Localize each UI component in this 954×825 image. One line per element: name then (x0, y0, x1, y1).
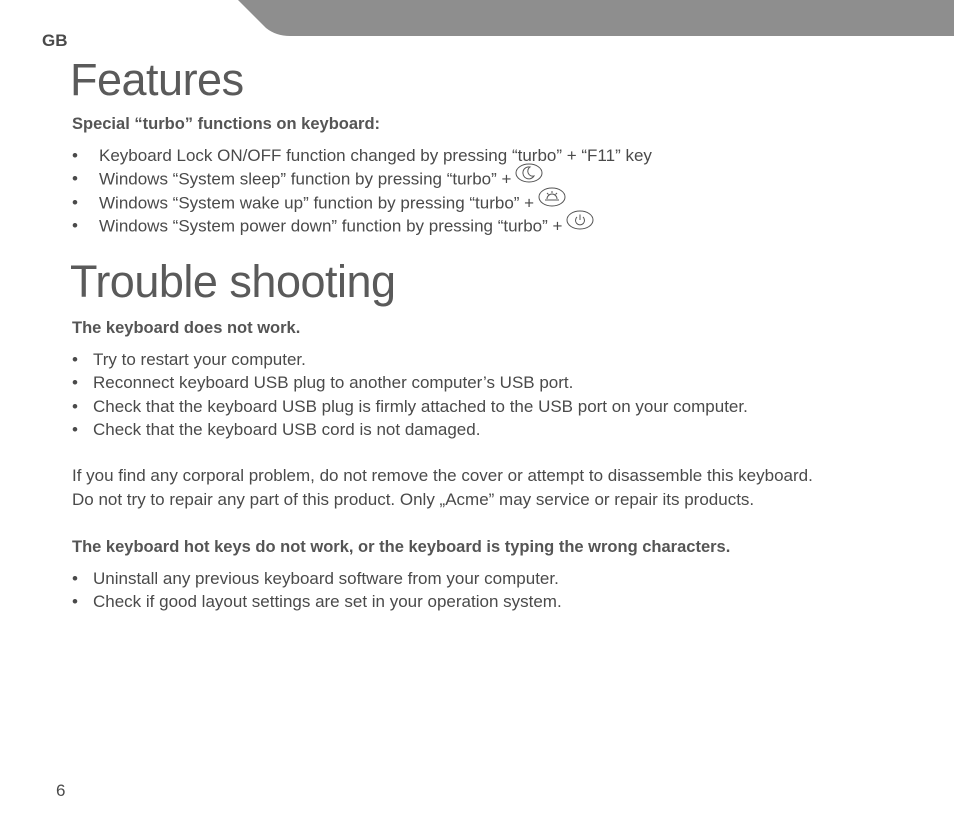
sun-icon (538, 187, 566, 213)
bullet: • (72, 373, 78, 393)
features-title: Features (70, 54, 244, 105)
bullet: • (72, 396, 78, 416)
list-item-text: Reconnect keyboard USB plug to another computer’s USB port. (93, 373, 574, 393)
page-number: 6 (56, 781, 66, 800)
bullet: • (72, 419, 78, 439)
list-item-text: Check if good layout settings are set in your operation system. (93, 592, 562, 612)
bullet: • (72, 350, 78, 369)
list-item-text: Check that the keyboard USB cord is not damaged. (93, 419, 481, 439)
paragraph-line: If you find any corporal problem, do not remove the cover or attempt to disassemble this keyboard. (72, 466, 813, 485)
bullet: • (72, 569, 78, 588)
bullet: • (72, 592, 78, 612)
feature-text: Windows “System power down” function by pressing “turbo” + (99, 216, 563, 236)
warning-paragraph (72, 464, 813, 511)
power-icon (566, 210, 594, 236)
paragraph-line: Do not try to repair any part of this product. Only „Acme” may service or repair its products. (72, 489, 755, 509)
trouble-shooting-title: Trouble shooting (70, 256, 396, 307)
feature-text: Keyboard Lock ON/OFF function changed by pressing “turbo” + “F11” key (99, 146, 652, 165)
bullet: • (72, 192, 78, 212)
list-item-text: Check that the keyboard USB plug is firmly attached to the USB port on your computer. (93, 396, 748, 416)
list-item-text: Try to restart your computer. (93, 350, 306, 369)
trouble-subtitle-1: The keyboard does not work. (72, 319, 301, 337)
language-label: GB (42, 31, 68, 50)
features-subtitle: Special “turbo” functions on keyboard: (72, 115, 381, 133)
feature-text: Windows “System sleep” function by pressing “turbo” + (99, 169, 512, 189)
bullet: • (72, 215, 78, 235)
bullet: • (72, 169, 78, 189)
header-tab-decoration (0, 0, 954, 40)
bullet: • (72, 146, 78, 165)
feature-text: Windows “System wake up” function by pressing “turbo” + (99, 193, 535, 213)
list-item-text: Uninstall any previous keyboard software from your computer. (93, 569, 559, 588)
trouble-subtitle-2: The keyboard hot keys do not work, or the keyboard is typing the wrong characters. (72, 538, 731, 556)
